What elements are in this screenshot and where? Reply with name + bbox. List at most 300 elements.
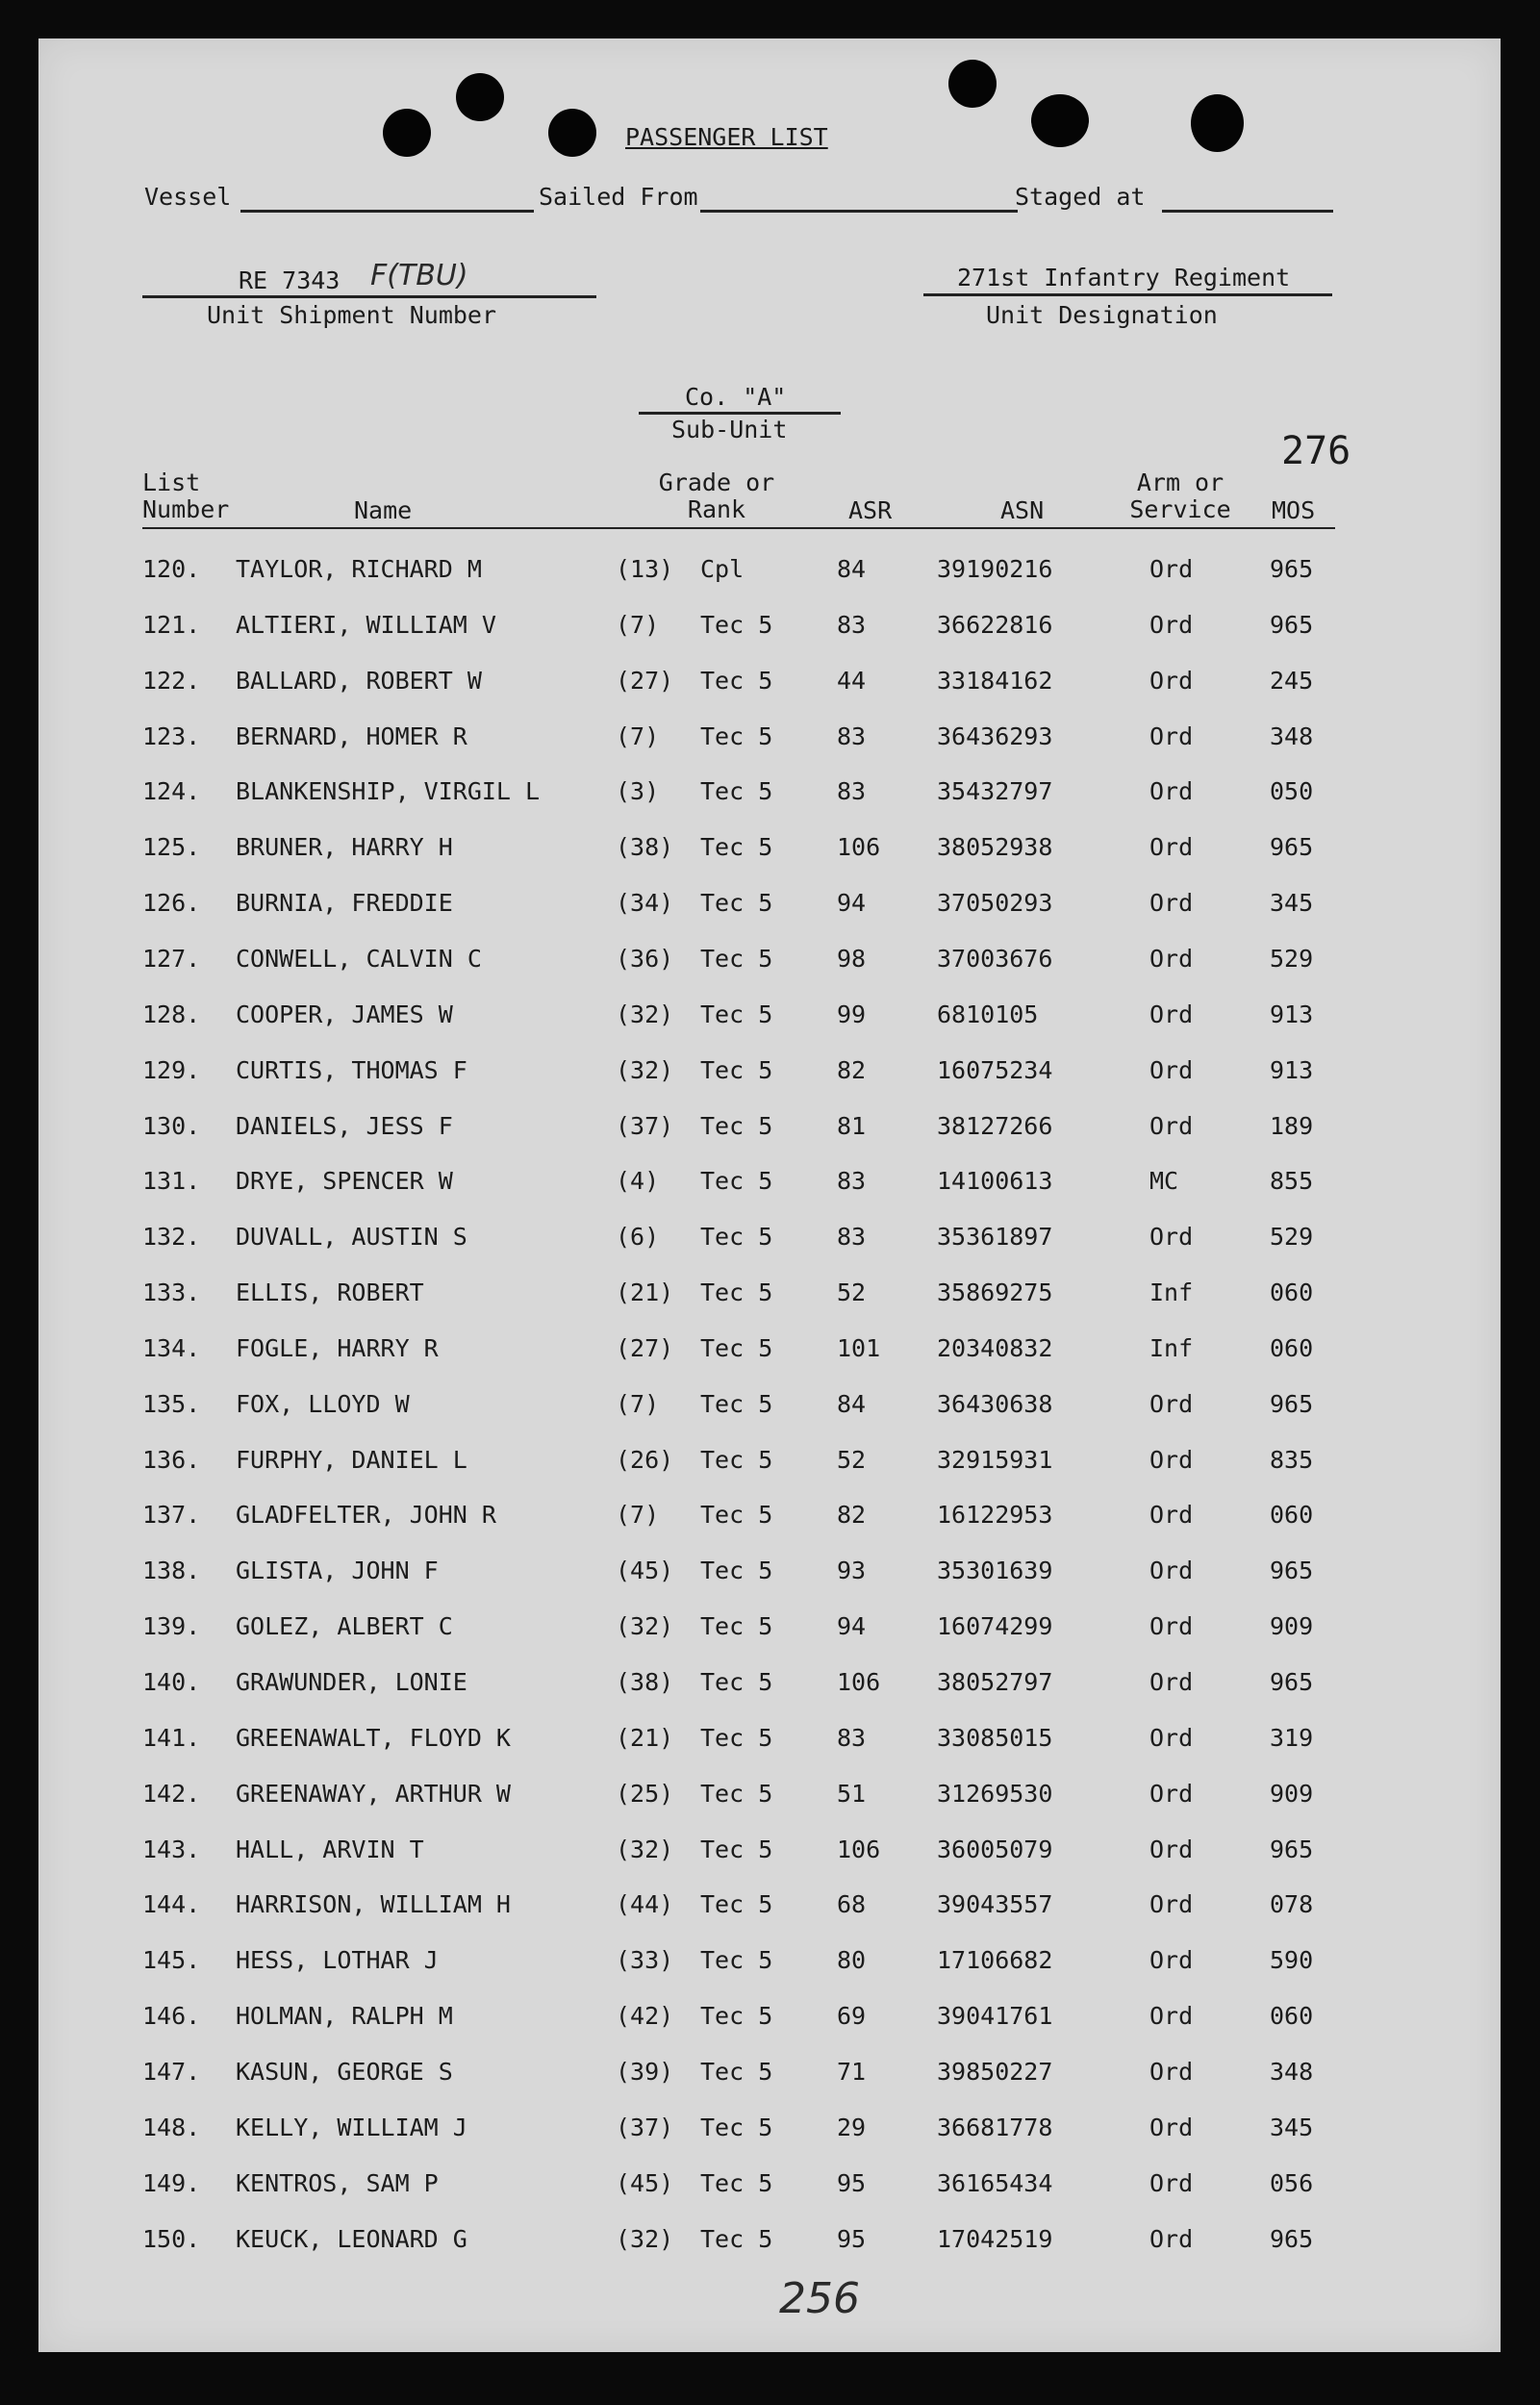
unit-underline (923, 293, 1332, 296)
row-grade-code: (45) (616, 2168, 674, 2197)
row-asn: 39043557 (937, 1890, 1053, 1919)
row-mos: 319 (1270, 1723, 1314, 1752)
row-name: HARRISON, WILLIAM H (236, 1890, 511, 1919)
col-grade: Grade or Rank (658, 468, 775, 523)
row-name: HESS, LOTHAR J (236, 1946, 439, 1975)
row-asr: 82 (837, 1501, 867, 1530)
row-list-number: 133. (142, 1278, 201, 1307)
row-asr: 69 (837, 2002, 867, 2031)
sub-unit-underline (639, 412, 841, 415)
row-asr: 101 (837, 1333, 881, 1362)
unit-designation: 271st Infantry Regiment (957, 264, 1291, 291)
row-asn: 6810105 (937, 1000, 1039, 1028)
row-asr: 84 (837, 555, 867, 583)
row-asn: 36005079 (937, 1835, 1053, 1863)
row-asn: 37050293 (937, 889, 1053, 918)
row-arm: Ord (1149, 1445, 1194, 1474)
row-grade-code: (27) (616, 666, 674, 695)
row-asn: 39190216 (937, 555, 1053, 583)
row-grade-code: (32) (616, 1000, 674, 1028)
row-name: HALL, ARVIN T (236, 1835, 424, 1863)
table-row (38, 2109, 1501, 2147)
row-asr: 29 (837, 2113, 867, 2141)
row-list-number: 120. (142, 555, 201, 583)
row-asn: 36622816 (937, 610, 1053, 639)
row-arm: Ord (1149, 2224, 1194, 2253)
row-rank: Tec 5 (700, 1946, 773, 1975)
punch-hole (1031, 94, 1089, 147)
row-asn: 38052938 (937, 833, 1053, 862)
row-list-number: 132. (142, 1223, 201, 1252)
table-row (38, 1441, 1501, 1480)
row-grade-code: (7) (616, 1501, 660, 1530)
table-row (38, 1274, 1501, 1312)
row-mos: 835 (1270, 1445, 1314, 1474)
row-asn: 16074299 (937, 1612, 1053, 1641)
row-arm: Ord (1149, 833, 1194, 862)
row-list-number: 139. (142, 1612, 201, 1641)
row-name: BALLARD, ROBERT W (236, 666, 482, 695)
row-list-number: 128. (142, 1000, 201, 1028)
row-asn: 35361897 (937, 1223, 1053, 1252)
row-arm: Ord (1149, 666, 1194, 695)
row-arm: Inf (1149, 1278, 1194, 1307)
row-name: DRYE, SPENCER W (236, 1167, 453, 1196)
row-list-number: 138. (142, 1557, 201, 1585)
row-asr: 84 (837, 1389, 867, 1418)
row-mos: 965 (1270, 1835, 1314, 1863)
row-rank: Tec 5 (700, 1612, 773, 1641)
row-mos: 909 (1270, 1612, 1314, 1641)
row-rank: Tec 5 (700, 2057, 773, 2086)
row-mos: 913 (1270, 1000, 1314, 1028)
staged-at-blank (1162, 210, 1333, 213)
row-rank: Tec 5 (700, 889, 773, 918)
row-rank: Tec 5 (700, 2224, 773, 2253)
unit-caption: Unit Designation (986, 301, 1218, 329)
row-name: DUVALL, AUSTIN S (236, 1223, 467, 1252)
row-arm: Ord (1149, 1557, 1194, 1585)
row-asr: 95 (837, 2168, 867, 2197)
row-mos: 965 (1270, 1389, 1314, 1418)
row-arm: Ord (1149, 1000, 1194, 1028)
row-name: GREENAWAY, ARTHUR W (236, 1779, 511, 1808)
row-mos: 345 (1270, 2113, 1314, 2141)
row-arm: Ord (1149, 1055, 1194, 1084)
row-rank: Tec 5 (700, 1055, 773, 1084)
row-name: COOPER, JAMES W (236, 1000, 453, 1028)
table-row (38, 2053, 1501, 2091)
row-list-number: 121. (142, 610, 201, 639)
table-row (38, 1107, 1501, 1146)
row-rank: Tec 5 (700, 1000, 773, 1028)
row-name: HOLMAN, RALPH M (236, 2002, 453, 2031)
row-asr: 94 (837, 889, 867, 918)
row-arm: Ord (1149, 2057, 1194, 2086)
row-arm: Ord (1149, 1389, 1194, 1418)
table-row (38, 884, 1501, 923)
row-mos: 529 (1270, 1223, 1314, 1252)
row-name: KASUN, GEORGE S (236, 2057, 453, 2086)
row-mos: 965 (1270, 833, 1314, 862)
table-row (38, 1997, 1501, 2036)
table-row (38, 2164, 1501, 2203)
row-grade-code: (21) (616, 1723, 674, 1752)
row-arm: Ord (1149, 610, 1194, 639)
row-asr: 44 (837, 666, 867, 695)
staged-at-label: Staged at (1015, 183, 1146, 211)
row-name: KEUCK, LEONARD G (236, 2224, 467, 2253)
row-list-number: 136. (142, 1445, 201, 1474)
row-mos: 909 (1270, 1779, 1314, 1808)
row-mos: 050 (1270, 777, 1314, 806)
row-grade-code: (38) (616, 1668, 674, 1696)
row-grade-code: (4) (616, 1167, 660, 1196)
row-asr: 83 (837, 1167, 867, 1196)
row-asn: 36165434 (937, 2168, 1053, 2197)
row-list-number: 126. (142, 889, 201, 918)
row-rank: Tec 5 (700, 1557, 773, 1585)
row-name: CONWELL, CALVIN C (236, 944, 482, 973)
row-name: GLISTA, JOHN F (236, 1557, 439, 1585)
row-name: TAYLOR, RICHARD M (236, 555, 482, 583)
col-arm: Arm or Service (1129, 468, 1231, 523)
table-row (38, 1218, 1501, 1256)
row-asr: 83 (837, 722, 867, 750)
row-mos: 345 (1270, 889, 1314, 918)
table-row (38, 1496, 1501, 1534)
row-grade-code: (7) (616, 1389, 660, 1418)
table-row (38, 2220, 1501, 2259)
table-row (38, 828, 1501, 867)
row-mos: 245 (1270, 666, 1314, 695)
row-rank: Tec 5 (700, 944, 773, 973)
row-name: CURTIS, THOMAS F (236, 1055, 467, 1084)
punch-hole (548, 109, 596, 157)
row-grade-code: (3) (616, 777, 660, 806)
row-asr: 99 (837, 1000, 867, 1028)
table-row (38, 1385, 1501, 1424)
row-name: FOX, LLOYD W (236, 1389, 410, 1418)
row-rank: Tec 5 (700, 1333, 773, 1362)
sailed-from-label: Sailed From (539, 183, 698, 211)
row-mos: 913 (1270, 1055, 1314, 1084)
row-name: BURNIA, FREDDIE (236, 889, 453, 918)
row-asr: 94 (837, 1612, 867, 1641)
row-list-number: 144. (142, 1890, 201, 1919)
row-list-number: 127. (142, 944, 201, 973)
row-asr: 52 (837, 1445, 867, 1474)
row-asn: 14100613 (937, 1167, 1053, 1196)
vessel-blank (240, 210, 534, 213)
row-asn: 16122953 (937, 1501, 1053, 1530)
row-list-number: 131. (142, 1167, 201, 1196)
row-rank: Tec 5 (700, 1278, 773, 1307)
row-rank: Tec 5 (700, 1835, 773, 1863)
row-asr: 83 (837, 1723, 867, 1752)
row-name: GREENAWALT, FLOYD K (236, 1723, 511, 1752)
row-asn: 36681778 (937, 2113, 1053, 2141)
row-mos: 056 (1270, 2168, 1314, 2197)
punch-hole (1191, 94, 1244, 152)
row-asn: 16075234 (937, 1055, 1053, 1084)
row-list-number: 147. (142, 2057, 201, 2086)
col-asr: ASR (848, 496, 893, 524)
row-rank: Tec 5 (700, 2168, 773, 2197)
page-number: 276 (1281, 429, 1351, 473)
row-rank: Tec 5 (700, 1501, 773, 1530)
row-grade-code: (26) (616, 1445, 674, 1474)
table-row (38, 1941, 1501, 1980)
row-grade-code: (42) (616, 2002, 674, 2031)
row-grade-code: (32) (616, 1612, 674, 1641)
row-asr: 95 (837, 2224, 867, 2253)
row-grade-code: (32) (616, 1835, 674, 1863)
row-arm: Ord (1149, 722, 1194, 750)
table-row (38, 606, 1501, 645)
table-row (38, 1831, 1501, 1869)
row-asn: 33184162 (937, 666, 1053, 695)
row-list-number: 148. (142, 2113, 201, 2141)
row-asn: 39850227 (937, 2057, 1053, 2086)
row-rank: Tec 5 (700, 1167, 773, 1196)
row-arm: Ord (1149, 1723, 1194, 1752)
row-asr: 81 (837, 1111, 867, 1140)
row-asn: 35869275 (937, 1278, 1053, 1307)
row-list-number: 149. (142, 2168, 201, 2197)
shipment-number-handwritten: F(TBU) (370, 259, 468, 292)
row-mos: 965 (1270, 555, 1314, 583)
row-name: BLANKENSHIP, VIRGIL L (236, 777, 541, 806)
row-arm: Ord (1149, 2002, 1194, 2031)
row-rank: Tec 5 (700, 610, 773, 639)
row-grade-code: (44) (616, 1890, 674, 1919)
row-arm: Ord (1149, 555, 1194, 583)
table-row (38, 550, 1501, 589)
col-list-number: List Number (142, 468, 230, 523)
row-rank: Tec 5 (700, 1111, 773, 1140)
row-arm: Ord (1149, 1779, 1194, 1808)
row-arm: Ord (1149, 1111, 1194, 1140)
row-arm: Ord (1149, 944, 1194, 973)
row-asr: 106 (837, 1835, 881, 1863)
row-grade-code: (39) (616, 2057, 674, 2086)
row-mos: 189 (1270, 1111, 1314, 1140)
row-arm: Ord (1149, 777, 1194, 806)
row-arm: Ord (1149, 1946, 1194, 1975)
row-list-number: 143. (142, 1835, 201, 1863)
shipment-underline (142, 295, 596, 298)
row-asr: 52 (837, 1278, 867, 1307)
row-mos: 060 (1270, 1278, 1314, 1307)
row-mos: 348 (1270, 722, 1314, 750)
row-arm: Ord (1149, 1668, 1194, 1696)
row-grade-code: (33) (616, 1946, 674, 1975)
row-asr: 82 (837, 1055, 867, 1084)
row-mos: 060 (1270, 2002, 1314, 2031)
row-grade-code: (45) (616, 1557, 674, 1585)
row-arm: Inf (1149, 1333, 1194, 1362)
row-rank: Tec 5 (700, 777, 773, 806)
row-name: FOGLE, HARRY R (236, 1333, 439, 1362)
row-list-number: 145. (142, 1946, 201, 1975)
row-arm: Ord (1149, 1501, 1194, 1530)
row-asn: 33085015 (937, 1723, 1053, 1752)
row-grade-code: (13) (616, 555, 674, 583)
row-arm: Ord (1149, 1612, 1194, 1641)
row-asr: 106 (837, 833, 881, 862)
row-arm: Ord (1149, 889, 1194, 918)
header-rule (142, 527, 1335, 529)
row-mos: 965 (1270, 2224, 1314, 2253)
row-rank: Tec 5 (700, 1779, 773, 1808)
row-name: BRUNER, HARRY H (236, 833, 453, 862)
col-asn: ASN (1000, 496, 1045, 524)
document-page (38, 38, 1501, 2352)
row-asr: 83 (837, 1223, 867, 1252)
row-asr: 83 (837, 610, 867, 639)
row-rank: Tec 5 (700, 2002, 773, 2031)
row-name: DANIELS, JESS F (236, 1111, 453, 1140)
row-asn: 32915931 (937, 1445, 1053, 1474)
row-asn: 36430638 (937, 1389, 1053, 1418)
row-grade-code: (32) (616, 2224, 674, 2253)
row-arm: Ord (1149, 1890, 1194, 1919)
row-asn: 36436293 (937, 722, 1053, 750)
table-row (38, 1663, 1501, 1702)
row-rank: Tec 5 (700, 1668, 773, 1696)
table-row (38, 1162, 1501, 1201)
row-grade-code: (37) (616, 2113, 674, 2141)
table-row (38, 996, 1501, 1034)
row-arm: Ord (1149, 2113, 1194, 2141)
row-arm: Ord (1149, 2168, 1194, 2197)
row-arm: Ord (1149, 1223, 1194, 1252)
row-name: KENTROS, SAM P (236, 2168, 439, 2197)
row-grade-code: (34) (616, 889, 674, 918)
row-grade-code: (37) (616, 1111, 674, 1140)
table-row (38, 1329, 1501, 1368)
row-list-number: 142. (142, 1779, 201, 1808)
row-asn: 37003676 (937, 944, 1053, 973)
row-name: ALTIERI, WILLIAM V (236, 610, 496, 639)
row-asn: 31269530 (937, 1779, 1053, 1808)
row-grade-code: (25) (616, 1779, 674, 1808)
row-list-number: 129. (142, 1055, 201, 1084)
row-asr: 80 (837, 1946, 867, 1975)
table-row (38, 772, 1501, 811)
footer-handwritten-number: 256 (779, 2274, 860, 2323)
table-row (38, 1552, 1501, 1590)
page-title: PASSENGER LIST (625, 123, 828, 151)
row-rank: Tec 5 (700, 1723, 773, 1752)
row-list-number: 134. (142, 1333, 201, 1362)
row-mos: 060 (1270, 1501, 1314, 1530)
row-list-number: 146. (142, 2002, 201, 2031)
row-name: BERNARD, HOMER R (236, 722, 467, 750)
row-mos: 590 (1270, 1946, 1314, 1975)
row-list-number: 130. (142, 1111, 201, 1140)
row-list-number: 125. (142, 833, 201, 862)
row-rank: Tec 5 (700, 2113, 773, 2141)
row-mos: 060 (1270, 1333, 1314, 1362)
row-list-number: 141. (142, 1723, 201, 1752)
table-row (38, 718, 1501, 756)
sub-unit-caption: Sub-Unit (671, 416, 788, 443)
row-asn: 39041761 (937, 2002, 1053, 2031)
table-row (38, 940, 1501, 978)
row-grade-code: (21) (616, 1278, 674, 1307)
row-grade-code: (36) (616, 944, 674, 973)
row-mos: 965 (1270, 1557, 1314, 1585)
row-arm: MC (1149, 1167, 1179, 1196)
row-name: GOLEZ, ALBERT C (236, 1612, 453, 1641)
table-row (38, 1608, 1501, 1646)
row-asn: 35301639 (937, 1557, 1053, 1585)
row-rank: Tec 5 (700, 666, 773, 695)
row-name: GRAWUNDER, LONIE (236, 1668, 467, 1696)
row-mos: 529 (1270, 944, 1314, 973)
row-mos: 348 (1270, 2057, 1314, 2086)
table-row (38, 662, 1501, 700)
table-row (38, 1886, 1501, 1924)
row-rank: Tec 5 (700, 1890, 773, 1919)
row-name: FURPHY, DANIEL L (236, 1445, 467, 1474)
col-name: Name (354, 496, 413, 524)
col-mos: MOS (1272, 496, 1316, 524)
row-grade-code: (38) (616, 833, 674, 862)
row-asn: 38052797 (937, 1668, 1053, 1696)
row-name: GLADFELTER, JOHN R (236, 1501, 496, 1530)
punch-hole (948, 60, 997, 108)
table-row (38, 1051, 1501, 1090)
row-rank: Cpl (700, 555, 745, 583)
row-asr: 98 (837, 944, 867, 973)
row-rank: Tec 5 (700, 1445, 773, 1474)
row-name: ELLIS, ROBERT (236, 1278, 424, 1307)
row-list-number: 150. (142, 2224, 201, 2253)
row-asn: 35432797 (937, 777, 1053, 806)
row-grade-code: (32) (616, 1055, 674, 1084)
row-mos: 965 (1270, 610, 1314, 639)
row-asn: 17106682 (937, 1946, 1053, 1975)
row-rank: Tec 5 (700, 833, 773, 862)
row-asr: 71 (837, 2057, 867, 2086)
sailed-from-blank (700, 210, 1018, 213)
row-grade-code: (7) (616, 610, 660, 639)
table-row (38, 1775, 1501, 1813)
row-list-number: 123. (142, 722, 201, 750)
row-list-number: 124. (142, 777, 201, 806)
punch-hole (383, 109, 431, 157)
row-rank: Tec 5 (700, 722, 773, 750)
row-arm: Ord (1149, 1835, 1194, 1863)
row-grade-code: (7) (616, 722, 660, 750)
row-rank: Tec 5 (700, 1223, 773, 1252)
row-asr: 106 (837, 1668, 881, 1696)
row-asr: 93 (837, 1557, 867, 1585)
row-name: KELLY, WILLIAM J (236, 2113, 467, 2141)
row-asr: 68 (837, 1890, 867, 1919)
row-asn: 38127266 (937, 1111, 1053, 1140)
row-list-number: 122. (142, 666, 201, 695)
punch-hole (456, 73, 504, 121)
shipment-number: RE 7343 (239, 266, 341, 294)
row-mos: 855 (1270, 1167, 1314, 1196)
row-mos: 965 (1270, 1668, 1314, 1696)
row-list-number: 140. (142, 1668, 201, 1696)
row-asn: 20340832 (937, 1333, 1053, 1362)
